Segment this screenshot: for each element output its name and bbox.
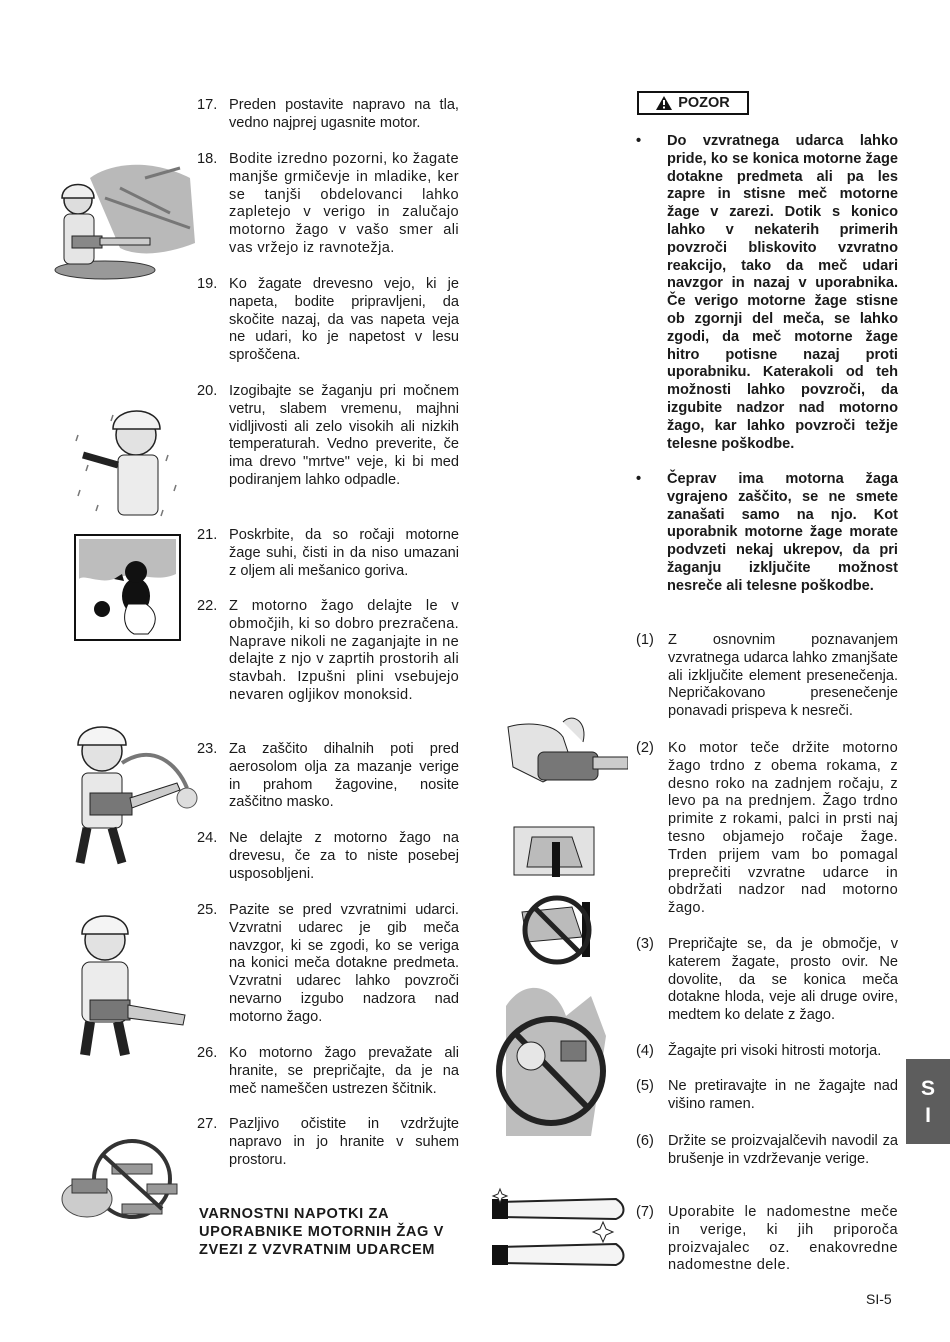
caution-bullet-2: [636, 471, 898, 596]
kickback-item-4: [636, 1043, 898, 1061]
safety-item-23: [197, 741, 459, 812]
item-number: 21.: [197, 527, 218, 543]
shrub-cutting-illustration: [50, 158, 195, 280]
bullet-dot: •: [636, 133, 642, 149]
item-text: Z osnovnim poznavanjem vzvratnega udarca lahko zmanjšate ali izključite element presenečenja. Nepričakovano presenečenje ponavadi prispeva k nesreči.: [668, 632, 898, 720]
item-text: Poskrbite, da so ročaji motorne žage suhi, čisti in da niso umazani z oljem ali mešanico goriva.: [229, 527, 459, 579]
item-number: 24.: [197, 830, 218, 846]
item-number: 25.: [197, 902, 218, 918]
kickback-item-5: [636, 1078, 898, 1114]
kickback-item-2: [636, 740, 898, 918]
item-number: 20.: [197, 383, 218, 399]
kickback-item-7: [636, 1204, 898, 1275]
item-number: (2): [636, 740, 654, 756]
item-number: (5): [636, 1078, 654, 1094]
safety-item-26: [197, 1045, 459, 1098]
correct-grip-illustration: [512, 822, 597, 877]
exhaust-fumes-illustration: [74, 534, 181, 641]
safety-item-20: [197, 383, 459, 490]
two-hand-grip-illustration: [503, 712, 628, 797]
item-text: Ko motor teče držite motorno žago trdno z obema rokama, z desno roko na zadnjem ročaju, z levo pa na prednjem. Žago trdno primite z rokami, palci in prsti naj tesno objamejo ročaje žage. Trden prijem vam bo pomagal preprečiti vzvratne udarce in obdržati nadzor nad motorno žago.: [668, 740, 898, 917]
item-text: Za zaščito dihalnih poti pred aerosolom olja za mazanje verige in prahom žagovine, nosite zaščitno masko.: [229, 741, 459, 811]
item-text: Pazljivo očistite in vzdržujte napravo in jo hranite v suhem prostoru.: [229, 1116, 459, 1168]
item-number: 26.: [197, 1045, 218, 1061]
item-number: 23.: [197, 741, 218, 757]
safety-item-19: [197, 276, 459, 365]
item-text: Ne pretiravajte in ne žagajte nad višino ramen.: [668, 1078, 898, 1112]
safety-item-17: [197, 97, 459, 133]
no-cutting-above-shoulder-illustration: [496, 976, 621, 1138]
item-text: Žagajte pri visoki hitrosti motorja.: [668, 1043, 882, 1059]
caution-box: [637, 91, 749, 115]
caution-label: POZOR: [678, 95, 730, 111]
kickback-item-1: [636, 632, 898, 721]
warning-triangle-icon: [656, 96, 672, 110]
safety-item-22: [197, 598, 459, 705]
item-number: 27.: [197, 1116, 218, 1132]
item-text: Ko žagate drevesno vejo, ki je napeta, bodite pripravljeni, da skočite nazaj, da vas napeta veja ne udari, ko je napetost v lesu sproščena.: [229, 276, 459, 364]
item-number: 19.: [197, 276, 218, 292]
bullet-text: Čeprav ima motorna žaga vgrajeno zaščito, se ne smete zanašati samo na njo. Kot uporabnik motorne žage morate podvzeti nekaj ukrepov, da pri žaganju izključite možnost nesreče ali telesne poškodbe.: [667, 471, 898, 594]
item-number: (3): [636, 936, 654, 952]
item-number: (4): [636, 1043, 654, 1059]
item-text: Ne delajte z motorno žago na drevesu, če za to niste posebej usposobljeni.: [229, 830, 459, 882]
item-text: Pazite se pred vzvratnimi udarci. Vzvratni udarec je gib meča navzgor, ki se zgodi, ko se veriga na konici meča dotakne predmeta. Vzvratni udarec lahko povzroči nevarno izgubo nadzora nad motorno žago.: [229, 902, 459, 1025]
item-text: Z motorno žago delajte le v območjih, ki so dobro prezračena. Naprave nikoli ne zaganjajte in ne delajte z njo v zaprtih prostorih ali stavbah. Izpušni plini vsebujejo nevaren ogljikov monoksid.: [229, 598, 459, 703]
safety-item-24: [197, 830, 459, 883]
language-tab-letter-2: I: [925, 1103, 931, 1127]
item-number: 17.: [197, 97, 218, 113]
item-text: Preden postavite napravo na tla, vedno najprej ugasnite motor.: [229, 97, 459, 131]
item-text: Držite se proizvajalčevih navodil za brušenje in vzdrževanje verige.: [668, 1133, 898, 1167]
replacement-bars-illustration: [488, 1187, 628, 1280]
kickback-stance-illustration: [60, 910, 190, 1060]
bullet-text: Do vzvratnega udarca lahko pride, ko se konica motorne žage dotakne predmeta ali pa les zapre in stisne meč motorne žage v zarezi. Dotik s konico lahko v nekaterih primerih povzroči bliskovito vzvratno reakcijo, tako da meč udari navzgor in nazaj v uporabnika. Če verigo motorne žage stisne ob zgornji del meča, se lahko zgodi, da meč motorne žage hitro potisne nazaj proti uporabniku. Katerakoli od teh možnosti lahko povzroči, da izgubite nadzor nad motorno žago, kar lahko povzroči težje telesne poškodbe.: [667, 133, 898, 452]
safety-item-18: [197, 151, 459, 258]
bullet-dot: •: [636, 471, 642, 487]
safety-item-27: [197, 1116, 459, 1169]
safety-item-25: [197, 902, 459, 1027]
item-text: Izogibajte se žaganju pri močnem vetru, slabem vremenu, majhni vidljivosti ali zelo visokih ali nizkih temperaturah. Vedno preverite, če ima drevo "mrtve" veje, ki bi med podiranjem lahko odpadle.: [229, 383, 459, 488]
item-number: (6): [636, 1133, 654, 1149]
item-number: (1): [636, 632, 654, 648]
language-tab: [906, 1059, 950, 1144]
page-number: SI-5: [866, 1291, 892, 1307]
kickback-section-heading: VARNOSTNI NAPOTKI ZA UPORABNIKE MOTORNIH ŽAG V ZVEZI Z VZVRATNIM UDARCEM: [199, 1206, 444, 1258]
item-number: 22.: [197, 598, 218, 614]
storage-maintenance-illustration: [52, 1134, 182, 1224]
language-tab-letter-1: S: [920, 1076, 935, 1100]
safety-item-21: [197, 527, 459, 580]
item-text: Ko motorno žago prevažate ali hranite, se prepričajte, da je na meč nameščen ustrezen ščitnik.: [229, 1045, 459, 1097]
item-text: Prepričajte se, da je območje, v katerem žagate, prosto ovir. Ne dovolite, da se konica meča dotakne hloda, veje ali druge ovire, medtem ko delate z žago.: [668, 936, 898, 1024]
bad-weather-illustration: [68, 395, 188, 520]
item-number: 18.: [197, 151, 218, 167]
item-number: (7): [636, 1204, 654, 1220]
kickback-item-3: [636, 936, 898, 1025]
caution-bullet-1: [636, 133, 898, 453]
dust-mask-illustration: [62, 723, 202, 868]
item-text: Uporabite le nadomestne meče in verige, ki jih priporoča proizvajalec oz. enakovredne nadomestne dele.: [668, 1204, 898, 1274]
kickback-item-6: [636, 1133, 898, 1169]
wrong-grip-illustration: [512, 892, 602, 967]
item-text: Bodite izredno pozorni, ko žagate manjše grmičevje in mladike, ker se tanjši obdelovanci lahko zapletejo v verigo in zalučajo motorno žago v vašo smer ali vas vržejo iz ravnotežja.: [229, 151, 459, 256]
